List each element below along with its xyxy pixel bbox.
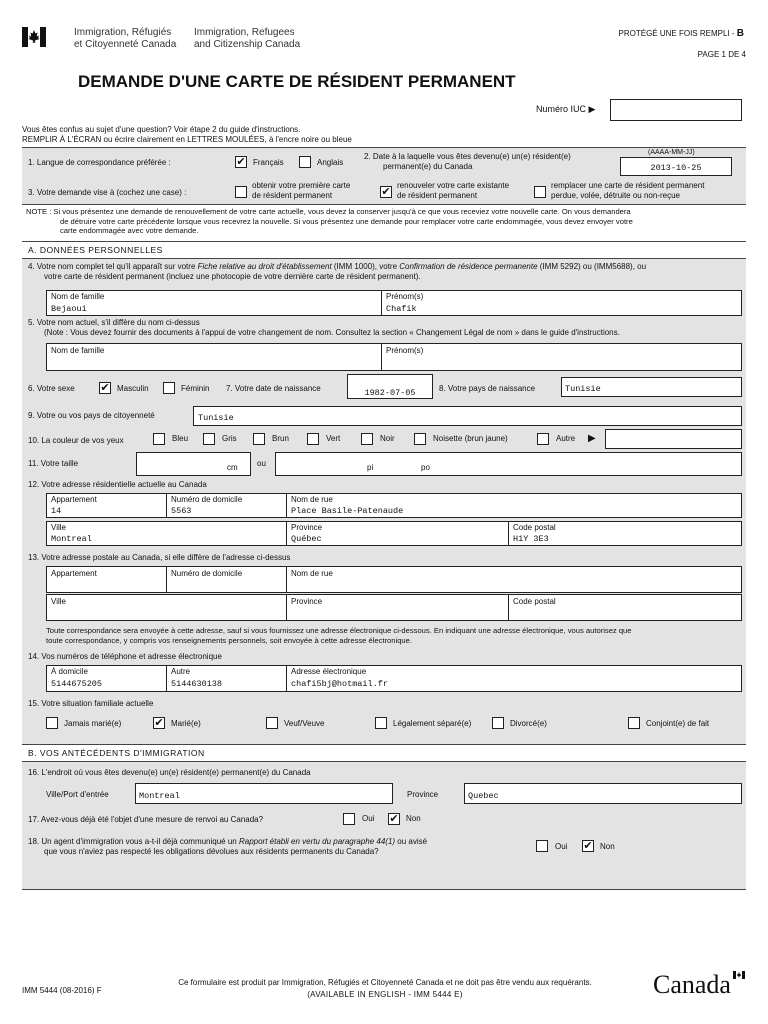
note-line-3: carte endommagée avec votre demande. [60, 226, 199, 235]
q3-opt3-line2: perdue, volée, détruite ou non-reçue [551, 191, 680, 200]
dept-fr-line-2: et Citoyenneté Canada [74, 39, 177, 50]
q17-no-checkbox[interactable]: ✔ [389, 812, 399, 825]
q8-label: 8. Votre pays de naissance [439, 384, 536, 393]
q6-female-checkbox[interactable] [163, 382, 175, 394]
q13-street-label: Nom de rue [291, 569, 333, 578]
q12-province-field[interactable] [286, 521, 509, 546]
q10-green-label: Vert [326, 434, 341, 443]
q12-street-value: Place Basile-Patenaude [291, 506, 404, 516]
q12-city-field[interactable] [46, 521, 287, 546]
q6-label: 6. Votre sexe [28, 384, 75, 393]
department-name-en [194, 27, 300, 51]
q13-label: 13. Votre adresse postale au Canada, si elle diffère de l'adresse ci-dessus [28, 553, 291, 562]
q3-replace-label [551, 181, 704, 201]
q4-family-value: Bejaoui [51, 304, 87, 314]
q11-cm-unit: cm [227, 463, 238, 472]
q10-hazel-label: Noisette (brun jaune) [433, 434, 508, 443]
q18-text-line2: que vous n'aviez pas respecté les obligations dévolues aux résidents permanents du Canada? [44, 847, 379, 856]
department-name-fr [74, 27, 176, 51]
q10-other-input[interactable] [605, 429, 742, 449]
q10-blue-checkbox[interactable] [153, 433, 165, 445]
note-text [26, 207, 633, 236]
q5-family-label: Nom de famille [51, 346, 105, 355]
q3-opt1-line2: de résident permanent [252, 191, 333, 200]
q1-label: 1. Langue de correspondance préférée : [28, 158, 171, 167]
q13-apt-field[interactable] [46, 566, 167, 593]
q4-given-value: Chafik [386, 304, 417, 314]
q12-apt-label: Appartement [51, 495, 97, 504]
canada-wordmark [653, 970, 731, 1000]
q18-label [28, 837, 427, 857]
q14-email-field[interactable] [286, 665, 742, 692]
dept-fr-line-1: Immigration, Réfugiés [74, 27, 172, 38]
q17-no-label: Non [406, 814, 421, 823]
q18-no-label: Non [600, 842, 615, 851]
q9-label: 9. Votre ou vos pays de citoyenneté [28, 411, 155, 420]
q15-widowed-checkbox[interactable] [266, 717, 278, 729]
protected-label [619, 28, 744, 39]
q2-date-value: 2013-10-25 [650, 163, 702, 173]
q12-province-label: Province [291, 523, 323, 532]
q11-feet-unit: pi [367, 463, 374, 472]
q11-feet-inches-input[interactable] [275, 452, 742, 476]
q6-male-checkbox[interactable]: ✔ [100, 381, 110, 394]
canada-wordmark-text: Canada [653, 970, 731, 999]
q13-city-label: Ville [51, 597, 66, 606]
q11-or-label: ou [257, 459, 266, 468]
page-number: PAGE 1 DE 4 [697, 50, 746, 59]
q13-city-field[interactable] [46, 594, 287, 621]
q4-family-name-field[interactable] [46, 290, 382, 316]
q4-family-label: Nom de famille [51, 292, 105, 301]
q18-yes-checkbox[interactable] [536, 840, 548, 852]
q2-date-format: (AAAA-MM-JJ) [648, 149, 695, 156]
q10-other-label: Autre [556, 434, 576, 443]
q12-label: 12. Votre adresse résidentielle actuelle au Canada [28, 480, 207, 489]
q14-home-value: 5144675205 [51, 679, 103, 689]
q3-opt1-line1: obtenir votre première carte [252, 181, 351, 190]
q3-renew-checkbox[interactable]: ✔ [381, 185, 391, 198]
q15-married-label: Marié(e) [171, 719, 201, 728]
q12-city-value: Montreal [51, 534, 92, 544]
q10-green-checkbox[interactable] [307, 433, 319, 445]
q5-text-line2: (Note : Vous devez fournir des documents à l'appui de votre changement de nom. Consultez la section « Changement Légal de nom » dans le guide d'instructions. [44, 328, 620, 337]
canada-wordmark-flag-icon [733, 971, 745, 979]
q3-opt3-line1: remplacer une carte de résident permanent [551, 181, 705, 190]
q11-label: 11. Votre taille [28, 459, 79, 468]
q1-french-checkbox[interactable]: ✔ [236, 155, 246, 168]
q4-text-d: Confirmation de résidence permanente [399, 262, 538, 271]
q12-number-value: 5563 [171, 506, 192, 516]
footer-line-1: Ce formulaire est produit par Immigration, Réfugiés et Citoyenneté Canada et ne doit pas être vendu aux requérants. [178, 978, 592, 987]
q3-opt2-line1: renouveler votre carte existante [397, 181, 510, 190]
q9-citizenship-input[interactable] [193, 406, 742, 426]
note-line-2: de détruire votre carte précédente lorsque vous recevrez la nouvelle. Si vous présentez une demande pour remplacer votre carte endommagée, vous devez envoyer votre [60, 216, 633, 226]
q13-note-line1: Toute correspondance sera envoyée à cette adresse, sauf si vous fournissez une adresse électronique ci-dessous. En indiquant une adresse électronique, vous autorisez que [46, 626, 632, 635]
q6-male-label: Masculin [117, 384, 149, 393]
q3-opt2-line2: de résident permanent [397, 191, 478, 200]
q5-text-line1: 5. Votre nom actuel, s'il diffère du nom ci-dessus [28, 318, 200, 327]
protected-text: PROTÉGÉ UNE FOIS REMPLI - [618, 29, 737, 38]
q18-text-c: ou avisé [395, 837, 428, 846]
q15-separated-checkbox[interactable] [375, 717, 387, 729]
uci-label: Numéro IUC ▶ [536, 104, 596, 114]
q2-label-1: 2. Date à la laquelle vous êtes devenu(e) un(e) résident(e) [364, 152, 571, 161]
q12-street-label: Nom de rue [291, 495, 333, 504]
q13-number-label: Numéro de domicile [171, 569, 243, 578]
q4-text-a: 4. Votre nom complet tel qu'il apparaît sur votre [28, 262, 198, 271]
q15-common-law-label: Conjoint(e) de fait [646, 719, 710, 728]
q3-renew-label [397, 181, 509, 201]
q16-city-label: Ville/Port d'entrée [46, 790, 109, 799]
q10-black-checkbox[interactable] [361, 433, 373, 445]
q8-country-value: Tunisie [565, 384, 601, 394]
q12-postal-field[interactable] [508, 521, 742, 546]
q14-label: 14. Vos numéros de téléphone et adresse électronique [28, 652, 222, 661]
q5-label [28, 318, 620, 338]
note-line-1: NOTE : Si vous présentez une demande de renouvellement de votre carte actuelle, vous devez la conserver jusqu'à ce que vous receviez votre nouvelle carte. On vous demandera [26, 207, 631, 216]
q16-province-label: Province [407, 790, 439, 799]
q14-email-value: chafi5bj@hotmail.fr [291, 679, 388, 689]
form-title: DEMANDE D'UNE CARTE DE RÉSIDENT PERMANENT [78, 72, 516, 91]
q5-given-name-field[interactable] [381, 343, 742, 371]
q4-text-e: (IMM 5292) ou (IMM5688), ou [537, 262, 647, 271]
q10-grey-checkbox[interactable] [203, 433, 215, 445]
q10-other-checkbox[interactable] [537, 433, 549, 445]
q10-blue-label: Bleu [172, 434, 189, 443]
q15-married-checkbox[interactable]: ✔ [154, 716, 164, 729]
q1-english-checkbox[interactable] [299, 156, 311, 168]
q12-postal-value: H1Y 3E3 [513, 534, 549, 544]
q14-other-value: 5144630138 [171, 679, 223, 689]
q13-postal-field[interactable] [508, 594, 742, 621]
q7-label: 7. Votre date de naissance [226, 384, 321, 393]
footer-note [130, 977, 640, 1001]
q16-city-input[interactable] [135, 783, 393, 804]
dept-en-line-1: Immigration, Refugees [194, 27, 295, 38]
q15-divorced-checkbox[interactable] [492, 717, 504, 729]
q5-given-label: Prénom(s) [386, 346, 424, 355]
q14-home-label: À domicile [51, 667, 88, 676]
q7-dob-input[interactable] [347, 374, 433, 399]
q4-given-label: Prénom(s) [386, 292, 424, 301]
q10-arrow-icon: ▶ [588, 433, 596, 444]
q10-grey-label: Gris [222, 434, 237, 443]
q12-apt-field[interactable] [46, 493, 167, 518]
q3-first-card-label [252, 181, 350, 201]
q10-black-label: Noir [380, 434, 395, 443]
q3-replace-checkbox[interactable] [534, 186, 546, 198]
q5-family-name-field[interactable] [46, 343, 382, 371]
form-identifier: IMM 5444 (08-2016) F [22, 986, 102, 995]
protected-level: B [736, 28, 744, 39]
q11-inches-unit: po [421, 463, 430, 472]
q4-text-b: Fiche relative au droit d'établissement [197, 262, 332, 271]
q9-citizenship-value: Tunisie [198, 413, 234, 423]
q15-divorced-label: Divorcé(e) [510, 719, 547, 728]
q14-other-label: Autre [171, 667, 191, 676]
q18-yes-label: Oui [555, 842, 568, 851]
canada-flag-icon [22, 27, 46, 47]
q18-text-b: Rapport établi en vertu du paragraphe 44(1) [238, 837, 396, 846]
q15-never-married-checkbox[interactable] [46, 717, 58, 729]
q3-label: 3. Votre demande vise à (cochez une case) : [28, 188, 187, 197]
q1-french-label: Français [253, 158, 284, 167]
q10-brown-label: Brun [272, 434, 289, 443]
q4-given-name-field[interactable] [381, 290, 742, 316]
q12-number-label: Numéro de domicile [171, 495, 243, 504]
intro-line-2: REMPLIR À L'ÉCRAN ou écrire clairement en LETTRES MOULÉES, à l'encre noire ou bleue [22, 135, 352, 144]
q13-number-field[interactable] [166, 566, 287, 593]
q10-brown-checkbox[interactable] [253, 433, 265, 445]
q10-label: 10. La couleur de vos yeux [28, 436, 124, 445]
q15-label: 15. Votre situation familiale actuelle [28, 699, 154, 708]
q17-yes-checkbox[interactable] [343, 813, 355, 825]
q17-label: 17. Avez-vous déjà été l'objet d'une mesure de renvoi au Canada? [28, 815, 264, 824]
q16-city-value: Montreal [139, 791, 180, 801]
q13-province-label: Province [291, 597, 323, 606]
q13-note-line2: toute correspondance, y compris vos renseignements personnels, soit envoyée à cette adresse électronique. [46, 635, 412, 645]
q18-text-a: 18. Un agent d'immigration vous a-t-il déjà communiqué un [28, 837, 239, 846]
q16-province-input[interactable] [464, 783, 742, 804]
q17-yes-label: Oui [362, 814, 375, 823]
dept-en-line-2: and Citizenship Canada [194, 39, 301, 50]
q12-number-field[interactable] [166, 493, 287, 518]
q13-postal-label: Code postal [513, 597, 556, 606]
q18-no-checkbox[interactable]: ✔ [583, 839, 593, 852]
q12-city-label: Ville [51, 523, 66, 532]
q14-email-label: Adresse électronique [291, 667, 367, 676]
q13-apt-label: Appartement [51, 569, 97, 578]
q16-province-value: Quebec [468, 791, 499, 801]
intro-line-1: Vous êtes confus au sujet d'une question? Voir étape 2 du guide d'instructions. [22, 125, 301, 134]
q14-other-phone-field[interactable] [166, 665, 287, 692]
section-b-panel [22, 761, 746, 889]
q7-dob-value: 1982-07-05 [364, 388, 416, 398]
section-a-heading: A. DONNÉES PERSONNELLES [28, 245, 163, 255]
q12-postal-label: Code postal [513, 523, 556, 532]
q2-label-2: permanent(e) du Canada [383, 162, 473, 171]
q13-province-field[interactable] [286, 594, 509, 621]
q2-date-input[interactable] [620, 157, 732, 176]
q12-street-field[interactable] [286, 493, 742, 518]
uci-input[interactable] [610, 99, 742, 121]
q6-female-label: Féminin [181, 384, 210, 393]
q1-english-label: Anglais [317, 158, 344, 167]
q14-home-phone-field[interactable] [46, 665, 167, 692]
q15-widowed-label: Veuf/Veuve [284, 719, 325, 728]
footer-line-2: (AVAILABLE IN ENGLISH - IMM 5444 E) [307, 990, 463, 999]
section-b-heading: B. VOS ANTÉCÉDENTS D'IMMIGRATION [28, 748, 205, 758]
q4-text-c: (IMM 1000), votre [331, 262, 400, 271]
q10-hazel-checkbox[interactable] [414, 433, 426, 445]
q12-apt-value: 14 [51, 506, 62, 516]
q4-text-line2: votre carte de résident permanent (incluez une photocopie de votre dernière carte de résident permanent). [44, 272, 421, 281]
q15-never-married-label: Jamais marié(e) [64, 719, 122, 728]
q3-first-card-checkbox[interactable] [235, 186, 247, 198]
q13-note [46, 626, 632, 645]
q4-label [28, 262, 646, 282]
q15-common-law-checkbox[interactable] [628, 717, 640, 729]
q13-street-field[interactable] [286, 566, 742, 593]
q12-province-value: Québec [291, 534, 322, 544]
q8-country-input[interactable] [561, 377, 742, 397]
q15-separated-label: Légalement séparé(e) [393, 719, 472, 728]
q16-label: 16. L'endroit où vous êtes devenu(e) un(e) résident(e) permanent(e) du Canada [28, 768, 311, 777]
q11-cm-input[interactable] [136, 452, 251, 476]
